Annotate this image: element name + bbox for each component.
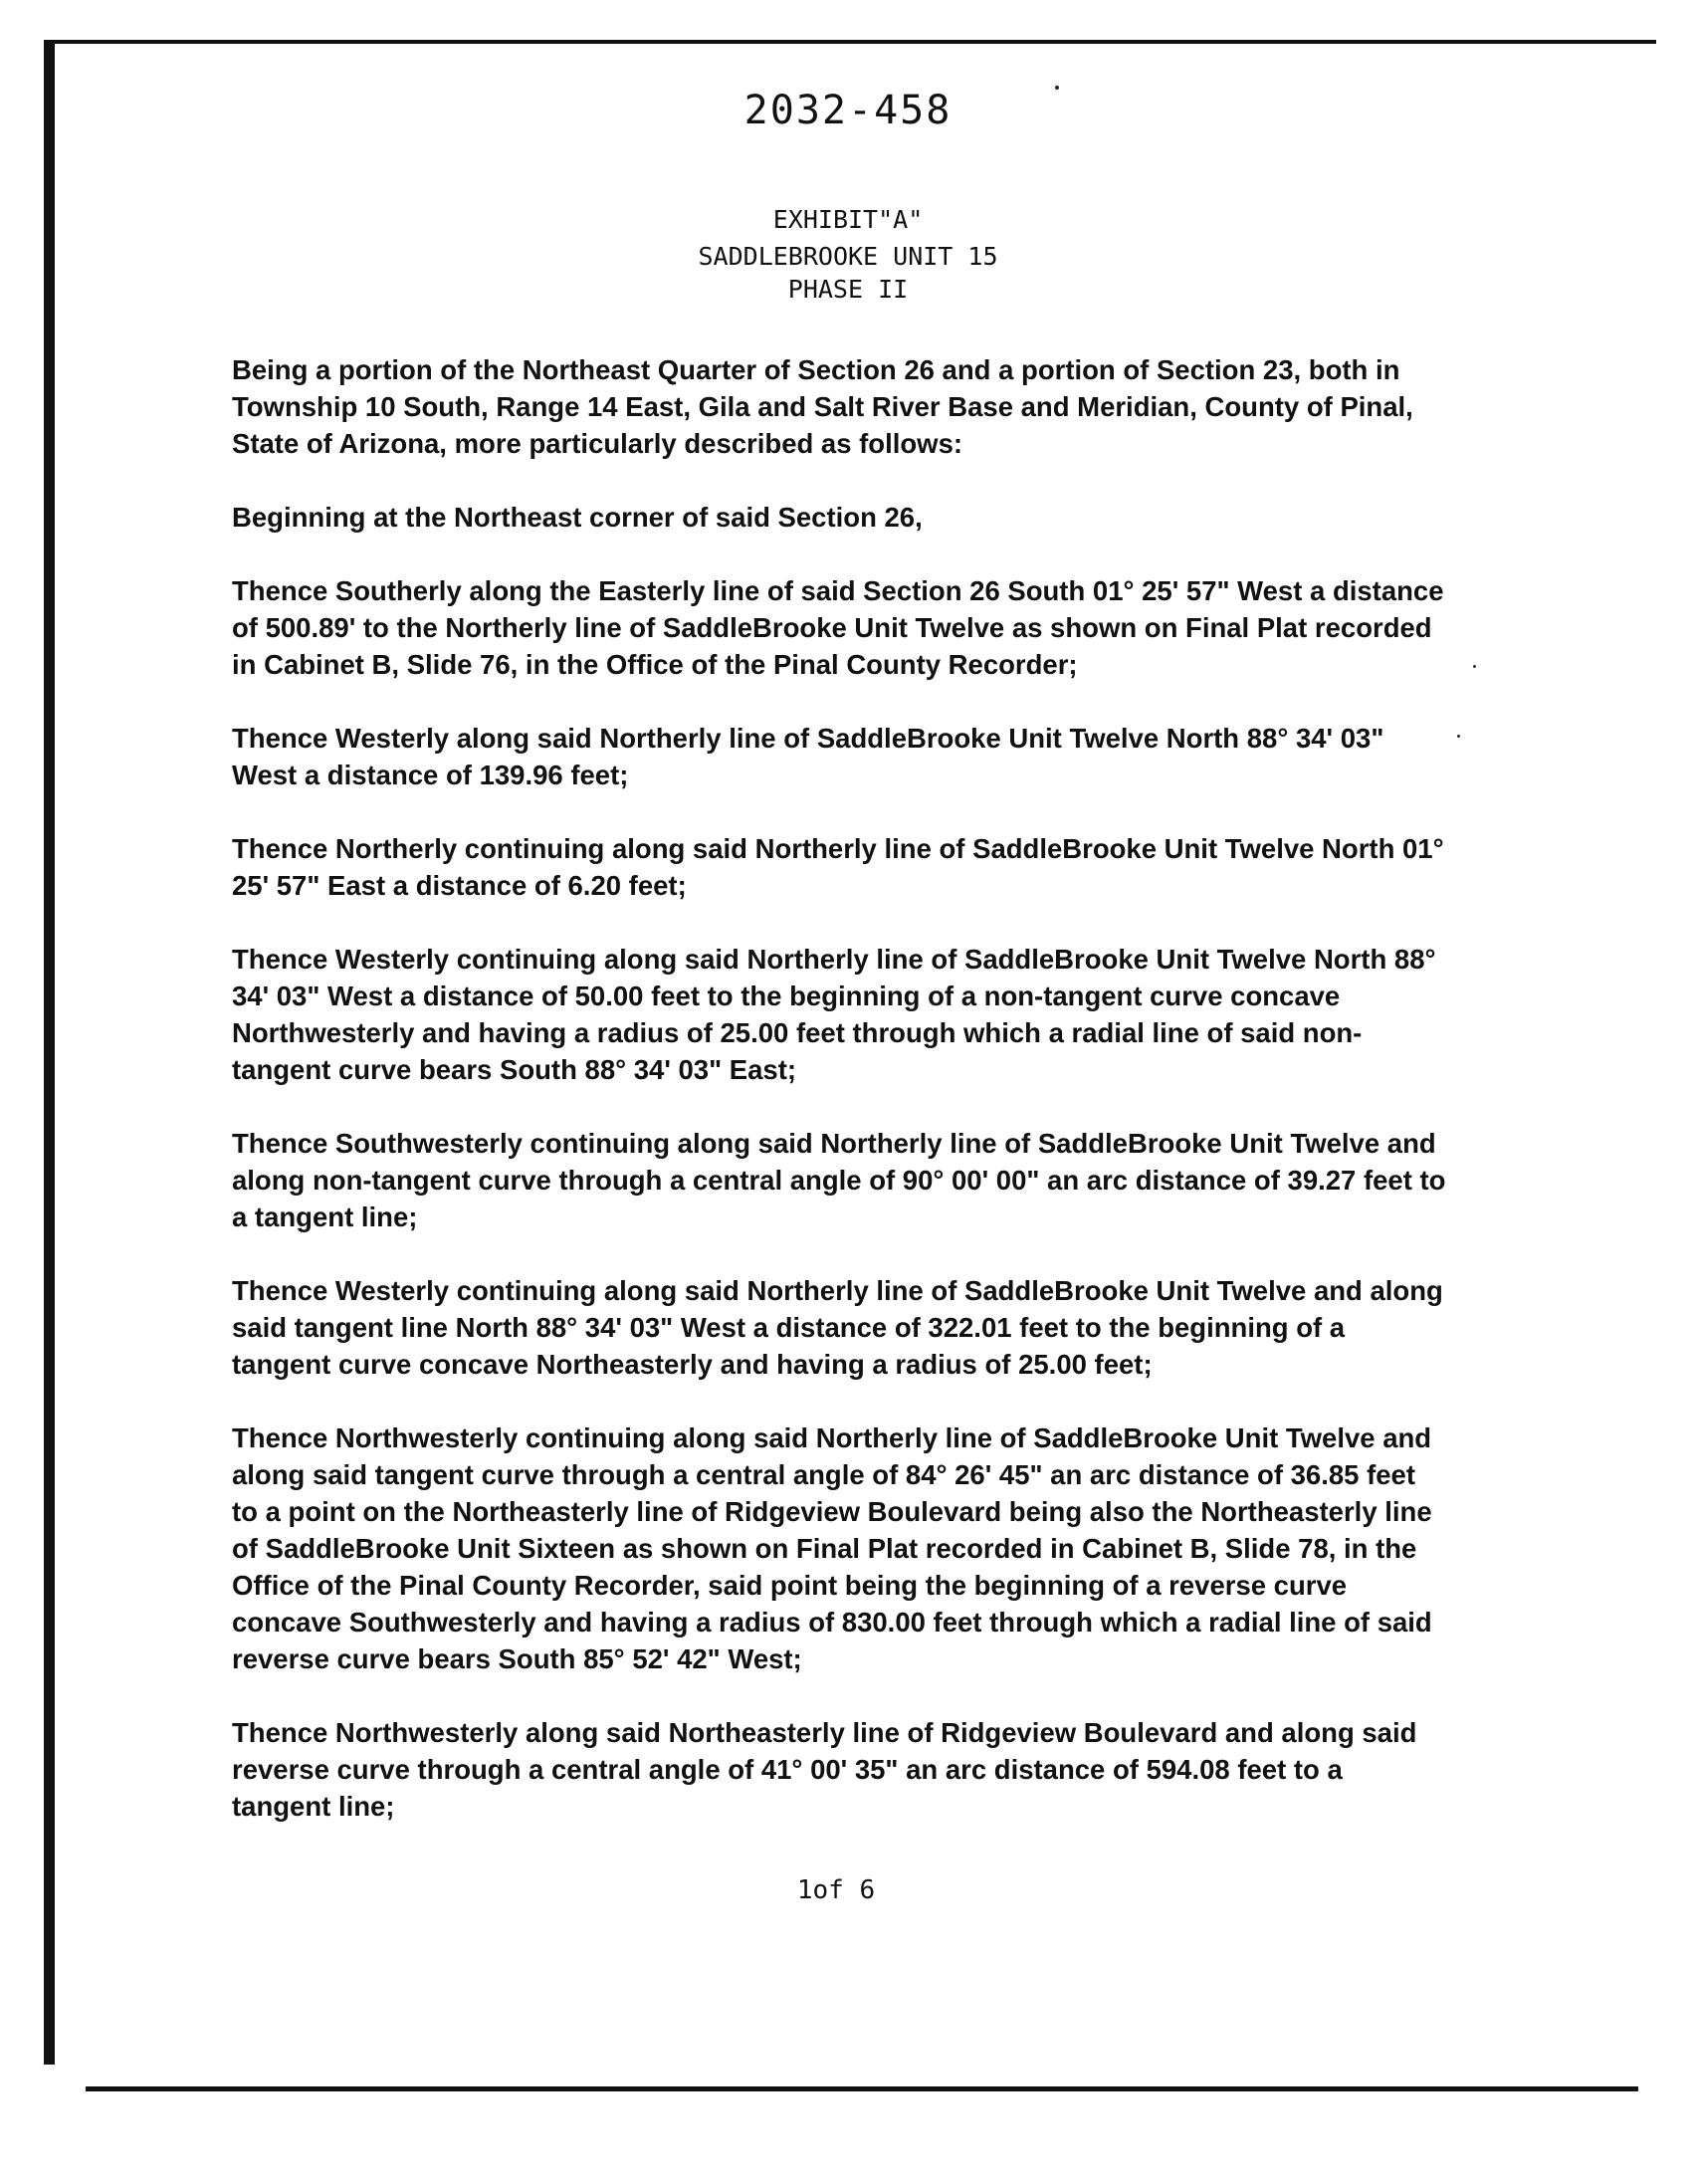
paragraph: Beginning at the Northeast corner of said Section 26, xyxy=(232,502,923,533)
scan-border-bottom xyxy=(86,2086,1638,2091)
paragraph: Thence Northerly continuing along said Northerly line of SaddleBrooke Unit Twelve North 01° 25' 57" East a distance of 6.20 feet; xyxy=(232,833,1444,901)
exhibit-title: EXHIBIT"A" xyxy=(772,205,924,234)
subdivision-title: SADDLEBROOKE UNIT 15 xyxy=(698,242,998,271)
scan-speck xyxy=(1473,665,1476,668)
paragraph: Thence Northwesterly along said Northeasterly line of Ridgeview Boulevard and along said reverse curve through a central angle of 41° 00' 35" an arc distance of 594.08 feet to a tangent line; xyxy=(232,1717,1417,1822)
scan-border-left xyxy=(44,40,55,2065)
scan-speck xyxy=(1457,735,1460,738)
legal-description xyxy=(232,351,1446,1861)
paragraph: Thence Westerly continuing along said Northerly line of SaddleBrooke Unit Twelve North 88° 34' 03" West a distance of 50.00 feet to the beginning of a non-tangent curve concave Northwesterly and having a radius of 25.00 feet through which a radial line of said non-tangent curve bears South 88° 34' 03" East; xyxy=(232,944,1436,1085)
phase-title: PHASE II xyxy=(787,275,909,304)
page-number: 1of 6 xyxy=(796,1875,876,1905)
paragraph: Thence Westerly along said Northerly line of SaddleBrooke Unit Twelve North 88° 34' 03" West a distance of 139.96 feet; xyxy=(232,723,1384,790)
scan-border-top xyxy=(44,40,1656,44)
paragraph: Thence Northwesterly continuing along said Northerly line of SaddleBrooke Unit Twelve and along said tangent curve through a central angle of 84° 26' 45" an arc distance of 36.85 feet to a point on the Northeasterly line of Ridgeview Boulevard being also the Northeasterly line of SaddleBrooke Unit Sixteen as shown on Final Plat recorded in Cabinet B, Slide 78, in the Office of the Pinal County Recorder, said point being the beginning of a reverse curve concave Southwesterly and having a radius of 830.00 feet through which a radial line of said reverse curve bears South 85° 52' 42" West; xyxy=(232,1422,1432,1674)
paragraph: Being a portion of the Northeast Quarter of Section 26 and a portion of Section 23, both in Township 10 South, Range 14 East, Gila and Salt River Base and Meridian, County of Pinal, State of Arizona, more particularly described as follows: xyxy=(232,354,1413,459)
paragraph: Thence Southerly along the Easterly line of said Section 26 South 01° 25' 57" West a distance of 500.89' to the Northerly line of SaddleBrooke Unit Twelve as shown on Final Plat recorded in Cabinet B, Slide 76, in the Office of the Pinal County Recorder; xyxy=(232,575,1444,680)
document-number: 2032-458 xyxy=(743,88,953,133)
paragraph: Thence Westerly continuing along said Northerly line of SaddleBrooke Unit Twelve and along said tangent line North 88° 34' 03" West a distance of 322.01 feet to the beginning of a tangent curve concave Northeasterly and having a radius of 25.00 feet; xyxy=(232,1275,1443,1380)
paragraph: Thence Southwesterly continuing along said Northerly line of SaddleBrooke Unit Twelve and along non-tangent curve through a central angle of 90° 00' 00" an arc distance of 39.27 feet to a tangent line; xyxy=(232,1128,1446,1232)
